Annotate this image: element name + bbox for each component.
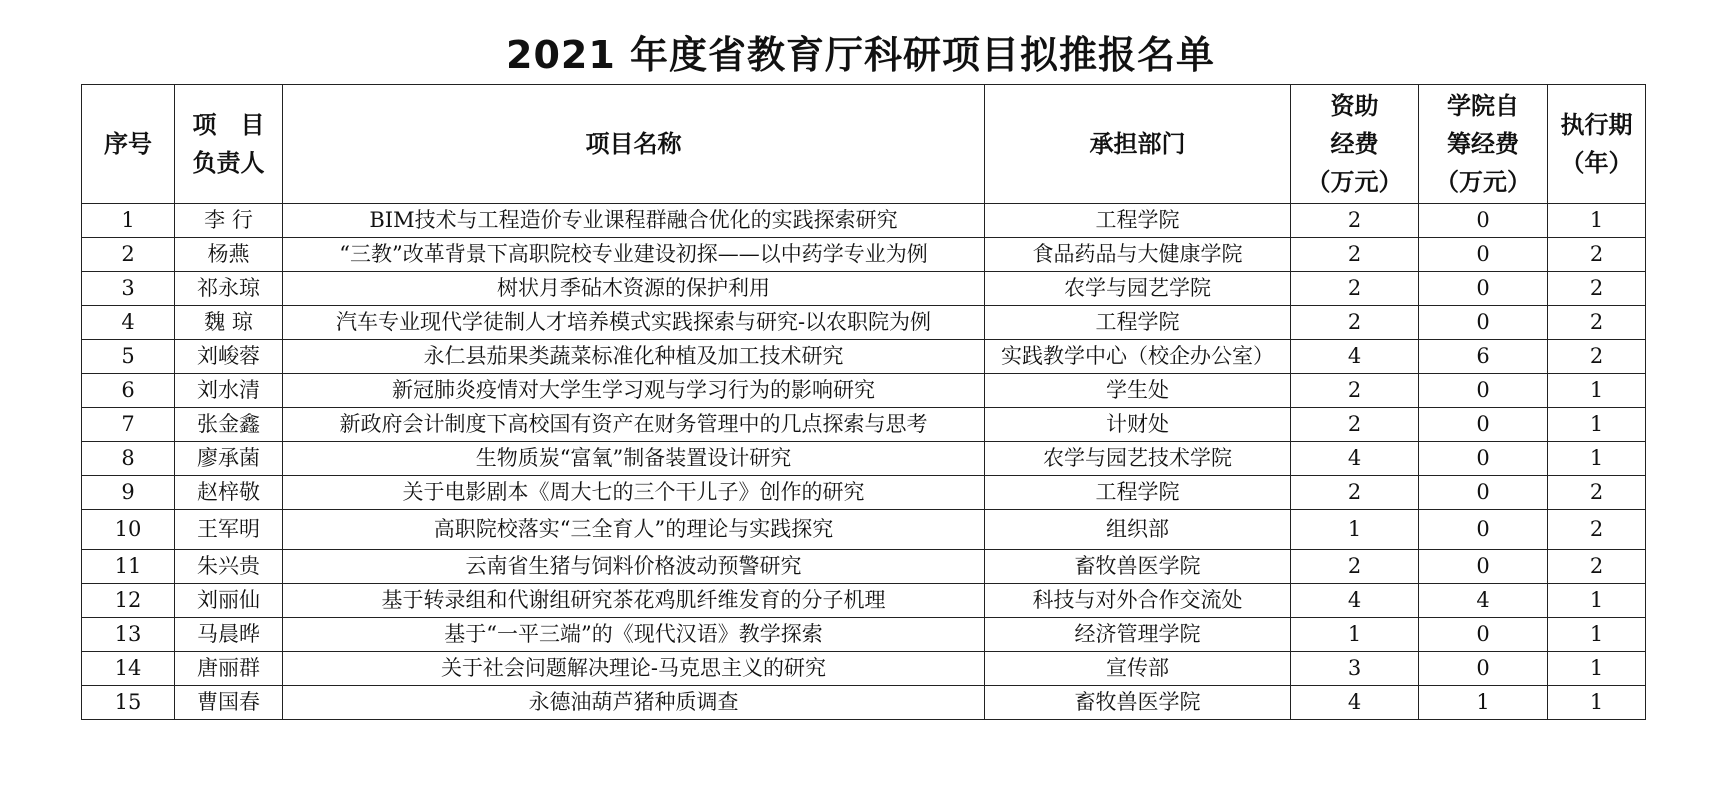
cell-funding: 2 (1291, 238, 1419, 272)
header-period-line2: （年） (1560, 149, 1633, 177)
table-row (82, 652, 1646, 686)
cell-funding: 4 (1291, 686, 1419, 720)
cell-period: 2 (1548, 340, 1646, 374)
cell-project: 关于电影剧本《周大七的三个干儿子》创作的研究 (283, 476, 985, 510)
cell-period: 2 (1548, 306, 1646, 340)
table-row (82, 340, 1646, 374)
page-title: 2021 年度省教育厅科研项目拟推报名单 (506, 33, 1215, 77)
cell-index: 13 (82, 618, 175, 652)
cell-project: 基于“一平三端”的《现代汉语》教学探索 (283, 618, 985, 652)
cell-project: 云南省生猪与饲料价格波动预警研究 (283, 550, 985, 584)
cell-funding: 4 (1291, 340, 1419, 374)
table-row (82, 686, 1646, 720)
cell-project: 树状月季砧木资源的保护利用 (283, 272, 985, 306)
cell-index: 6 (82, 374, 175, 408)
cell-period: 2 (1548, 272, 1646, 306)
header-leader (175, 85, 283, 204)
cell-leader: 张金鑫 (175, 408, 283, 442)
cell-period: 2 (1548, 238, 1646, 272)
header-period (1548, 85, 1646, 204)
cell-period: 1 (1548, 584, 1646, 618)
cell-department: 食品药品与大健康学院 (985, 238, 1291, 272)
cell-leader: 刘水清 (175, 374, 283, 408)
cell-period: 1 (1548, 408, 1646, 442)
cell-index: 8 (82, 442, 175, 476)
header-funding-line2: 经费 (1330, 130, 1379, 158)
cell-period: 2 (1548, 510, 1646, 550)
cell-funding: 2 (1291, 408, 1419, 442)
cell-project: “三教”改革背景下高职院校专业建设初探——以中药学专业为例 (283, 238, 985, 272)
cell-project: 永仁县茄果类蔬菜标准化种植及加工技术研究 (283, 340, 985, 374)
header-row (82, 85, 1646, 204)
cell-department: 工程学院 (985, 476, 1291, 510)
cell-index: 10 (82, 510, 175, 550)
header-leader-line2: 负责人 (192, 149, 265, 177)
cell-project: 汽车专业现代学徒制人才培养模式实践探索与研究-以农职院为例 (283, 306, 985, 340)
cell-funding: 2 (1291, 272, 1419, 306)
cell-self-funding: 0 (1419, 442, 1548, 476)
header-index: 序号 (82, 85, 175, 204)
table-row (82, 374, 1646, 408)
cell-self-funding: 0 (1419, 204, 1548, 238)
cell-project: 生物质炭“富氧”制备装置设计研究 (283, 442, 985, 476)
cell-self-funding: 0 (1419, 652, 1548, 686)
cell-self-funding: 6 (1419, 340, 1548, 374)
cell-self-funding: 0 (1419, 476, 1548, 510)
header-funding-line3: （万元） (1306, 168, 1403, 196)
cell-department: 组织部 (985, 510, 1291, 550)
cell-leader: 赵梓敬 (175, 476, 283, 510)
cell-period: 1 (1548, 204, 1646, 238)
header-self-line2: 筹经费 (1447, 130, 1519, 158)
table-row (82, 306, 1646, 340)
cell-period: 1 (1548, 652, 1646, 686)
cell-index: 1 (82, 204, 175, 238)
table-body (82, 204, 1646, 720)
cell-project: 关于社会问题解决理论-马克思主义的研究 (283, 652, 985, 686)
cell-project: BIM技术与工程造价专业课程群融合优化的实践探索研究 (283, 204, 985, 238)
cell-index: 9 (82, 476, 175, 510)
cell-self-funding: 0 (1419, 238, 1548, 272)
table-row (82, 442, 1646, 476)
cell-self-funding: 0 (1419, 550, 1548, 584)
header-self-line3: （万元） (1435, 168, 1531, 196)
cell-leader: 曹国春 (175, 686, 283, 720)
cell-leader: 刘峻蓉 (175, 340, 283, 374)
table-row (82, 272, 1646, 306)
table-row (82, 476, 1646, 510)
table-row (82, 238, 1646, 272)
table-row (82, 618, 1646, 652)
cell-project: 高职院校落实“三全育人”的理论与实践探究 (283, 510, 985, 550)
header-funding (1291, 85, 1419, 204)
cell-department: 计财处 (985, 408, 1291, 442)
cell-leader: 李 行 (175, 204, 283, 238)
cell-self-funding: 0 (1419, 408, 1548, 442)
table-row (82, 408, 1646, 442)
cell-funding: 4 (1291, 584, 1419, 618)
cell-index: 5 (82, 340, 175, 374)
cell-funding: 2 (1291, 306, 1419, 340)
cell-index: 7 (82, 408, 175, 442)
cell-project: 基于转录组和代谢组研究茶花鸡肌纤维发育的分子机理 (283, 584, 985, 618)
cell-funding: 4 (1291, 442, 1419, 476)
cell-department: 农学与园艺技术学院 (985, 442, 1291, 476)
cell-funding: 1 (1291, 510, 1419, 550)
cell-index: 2 (82, 238, 175, 272)
header-period-line1: 执行期 (1560, 111, 1633, 139)
table-row (82, 550, 1646, 584)
cell-department: 科技与对外合作交流处 (985, 584, 1291, 618)
cell-department: 经济管理学院 (985, 618, 1291, 652)
table-row (82, 204, 1646, 238)
cell-index: 11 (82, 550, 175, 584)
cell-department: 宣传部 (985, 652, 1291, 686)
cell-department: 农学与园艺学院 (985, 272, 1291, 306)
cell-leader: 朱兴贵 (175, 550, 283, 584)
project-table (81, 84, 1646, 720)
cell-department: 工程学院 (985, 204, 1291, 238)
table-row (82, 584, 1646, 618)
cell-leader: 廖承菌 (175, 442, 283, 476)
cell-index: 15 (82, 686, 175, 720)
cell-period: 1 (1548, 374, 1646, 408)
cell-leader: 魏 琼 (175, 306, 283, 340)
cell-funding: 1 (1291, 618, 1419, 652)
cell-period: 1 (1548, 686, 1646, 720)
header-project: 项目名称 (283, 85, 985, 204)
cell-department: 实践教学中心（校企办公室） (985, 340, 1291, 374)
cell-project: 永德油葫芦猪种质调查 (283, 686, 985, 720)
cell-department: 畜牧兽医学院 (985, 550, 1291, 584)
header-department: 承担部门 (985, 85, 1291, 204)
cell-self-funding: 0 (1419, 374, 1548, 408)
header-self-line1: 学院自 (1447, 92, 1519, 120)
cell-leader: 马晨晔 (175, 618, 283, 652)
cell-department: 畜牧兽医学院 (985, 686, 1291, 720)
cell-period: 1 (1548, 618, 1646, 652)
cell-index: 4 (82, 306, 175, 340)
cell-period: 1 (1548, 442, 1646, 476)
cell-project: 新冠肺炎疫情对大学生学习观与学习行为的影响研究 (283, 374, 985, 408)
cell-funding: 2 (1291, 374, 1419, 408)
cell-period: 2 (1548, 476, 1646, 510)
cell-project: 新政府会计制度下高校国有资产在财务管理中的几点探索与思考 (283, 408, 985, 442)
cell-self-funding: 0 (1419, 510, 1548, 550)
cell-self-funding: 0 (1419, 272, 1548, 306)
cell-department: 学生处 (985, 374, 1291, 408)
cell-self-funding: 1 (1419, 686, 1548, 720)
cell-self-funding: 0 (1419, 306, 1548, 340)
table-row (82, 510, 1646, 550)
cell-self-funding: 4 (1419, 584, 1548, 618)
cell-leader: 杨燕 (175, 238, 283, 272)
header-self-funding (1419, 85, 1548, 204)
cell-leader: 祁永琼 (175, 272, 283, 306)
cell-funding: 2 (1291, 204, 1419, 238)
cell-funding: 2 (1291, 476, 1419, 510)
cell-leader: 刘丽仙 (175, 584, 283, 618)
cell-index: 12 (82, 584, 175, 618)
cell-funding: 2 (1291, 550, 1419, 584)
table-header (82, 85, 1646, 204)
cell-leader: 唐丽群 (175, 652, 283, 686)
cell-self-funding: 0 (1419, 618, 1548, 652)
cell-period: 2 (1548, 550, 1646, 584)
cell-leader: 王军明 (175, 510, 283, 550)
cell-index: 14 (82, 652, 175, 686)
header-leader-line1: 项 目 (192, 111, 265, 139)
cell-department: 工程学院 (985, 306, 1291, 340)
header-funding-line1: 资助 (1330, 92, 1379, 120)
cell-funding: 3 (1291, 652, 1419, 686)
cell-index: 3 (82, 272, 175, 306)
